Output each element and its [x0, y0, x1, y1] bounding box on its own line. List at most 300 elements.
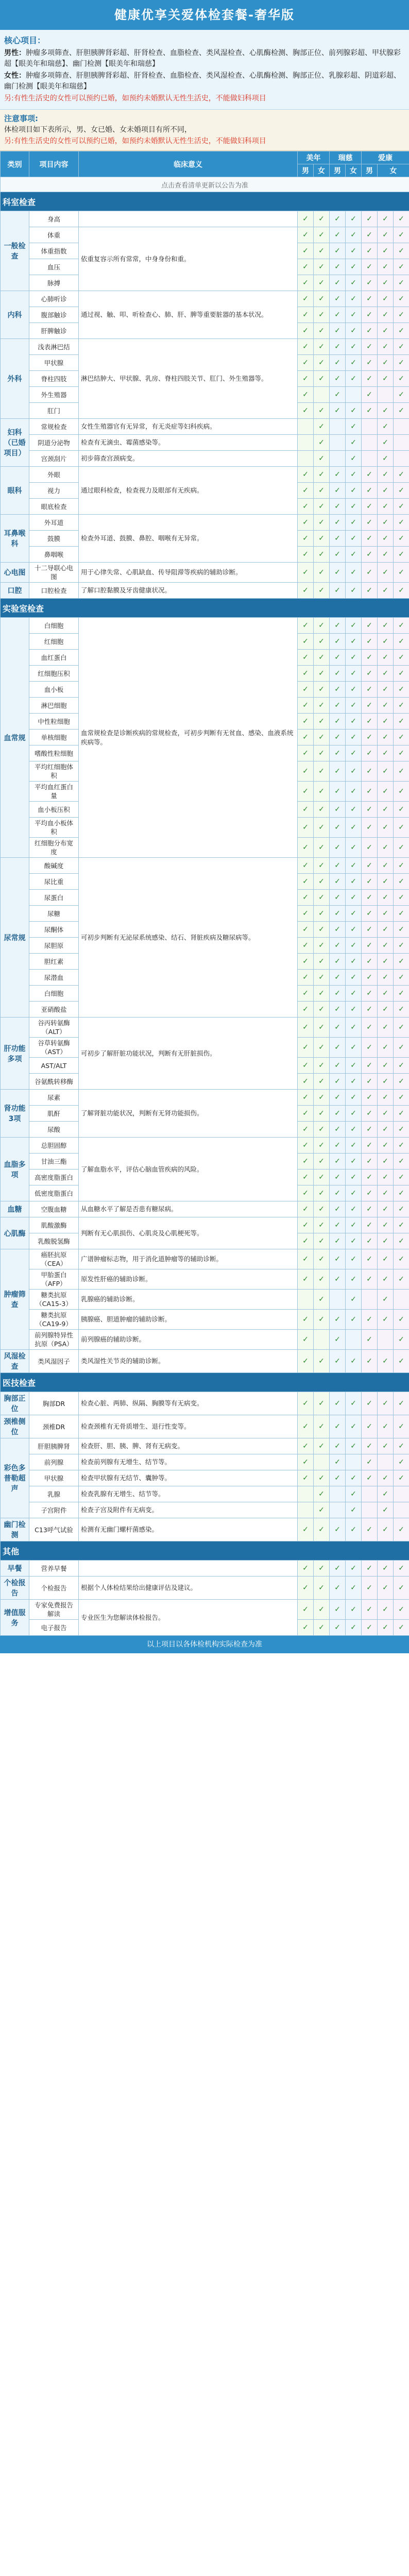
check-icon: ✓	[314, 483, 330, 499]
check-icon: ✓	[330, 618, 346, 634]
check-icon: ✓	[298, 698, 314, 714]
meaning-cell: 了解血脂水平，评估心脑血管疾病的风险。	[79, 1138, 298, 1201]
check-icon: ✓	[362, 745, 378, 761]
check-icon: ✓	[330, 1561, 346, 1577]
check-icon: ✓	[394, 403, 409, 419]
check-icon: ✓	[394, 1002, 409, 1018]
item-cell: 浅表淋巴结	[29, 339, 79, 355]
meaning-cell: 判断有无心肌损伤、心肌炎及心肌梗死等。	[79, 1217, 298, 1249]
category-cell: 血常规	[1, 618, 29, 858]
check-icon: ✓	[314, 435, 330, 451]
check-icon: ✓	[298, 1350, 314, 1373]
check-icon: ✓	[378, 323, 394, 339]
item-cell: 血小板压积	[29, 802, 79, 818]
check-icon: ✓	[378, 1090, 394, 1106]
check-icon: ✓	[362, 618, 378, 634]
check-icon: ✓	[298, 1269, 314, 1290]
check-icon: ✓	[314, 227, 330, 243]
check-icon: ✓	[346, 874, 362, 890]
check-icon: ✓	[362, 339, 378, 355]
check-icon: ✓	[298, 666, 314, 682]
item-cell: 甲胎蛋白（AFP）	[29, 1269, 79, 1290]
check-icon: ✓	[362, 1310, 378, 1330]
check-icon: ✓	[394, 1269, 409, 1290]
empty-cell	[394, 1486, 409, 1502]
check-icon: ✓	[394, 499, 409, 515]
empty-cell	[330, 419, 346, 435]
check-icon: ✓	[346, 1438, 362, 1454]
category-cell: 妇科（已婚项目）	[1, 419, 29, 467]
check-icon: ✓	[394, 355, 409, 371]
check-icon: ✓	[378, 1518, 394, 1541]
check-icon: ✓	[394, 1392, 409, 1415]
check-icon: ✓	[314, 634, 330, 650]
check-icon: ✓	[314, 499, 330, 515]
check-icon: ✓	[394, 1074, 409, 1090]
empty-cell	[394, 419, 409, 435]
notes-line2: 另:有性生活史的女性可以预约已婚，如预约未婚默认无性生活史，不能做妇科项目	[4, 137, 266, 145]
check-icon: ✓	[330, 1038, 346, 1058]
check-icon: ✓	[298, 403, 314, 419]
check-icon: ✓	[298, 1201, 314, 1217]
check-icon: ✓	[362, 698, 378, 714]
check-icon: ✓	[362, 1470, 378, 1486]
empty-cell	[298, 1290, 314, 1310]
check-icon: ✓	[346, 761, 362, 782]
check-icon: ✓	[362, 714, 378, 730]
check-icon: ✓	[346, 1170, 362, 1185]
female-label: 女性：	[4, 72, 26, 80]
check-icon: ✓	[378, 730, 394, 745]
check-icon: ✓	[378, 1038, 394, 1058]
check-icon: ✓	[298, 906, 314, 922]
check-icon: ✓	[378, 634, 394, 650]
check-icon: ✓	[314, 419, 330, 435]
check-icon: ✓	[314, 1201, 330, 1217]
meaning-cell: 从血糖水平了解是否患有糖尿病。	[79, 1201, 298, 1217]
check-icon: ✓	[346, 1154, 362, 1170]
meaning-cell: 检查心脏、两肺、纵隔、胸膜等有无病变。	[79, 1392, 298, 1415]
check-icon: ✓	[314, 1002, 330, 1018]
empty-cell	[362, 1290, 378, 1310]
check-icon: ✓	[346, 451, 362, 467]
category-cell: 个检报告	[1, 1577, 29, 1600]
empty-cell	[394, 435, 409, 451]
check-icon: ✓	[330, 1058, 346, 1074]
check-icon: ✓	[362, 371, 378, 387]
check-icon: ✓	[394, 714, 409, 730]
empty-cell	[298, 1502, 314, 1518]
check-icon: ✓	[362, 275, 378, 291]
section-title: 实验室检查	[1, 599, 409, 618]
check-icon: ✓	[394, 938, 409, 954]
category-cell: 早餐	[1, 1561, 29, 1577]
item-cell: 血红蛋白	[29, 650, 79, 666]
check-icon: ✓	[362, 227, 378, 243]
meaning-cell: 检查乳腺有无增生、结节等。	[79, 1486, 298, 1502]
check-icon: ✓	[394, 1577, 409, 1600]
check-icon: ✓	[298, 1106, 314, 1122]
item-cell: 专家免费报告解读	[29, 1600, 79, 1620]
check-icon: ✓	[314, 922, 330, 938]
check-icon: ✓	[362, 1201, 378, 1217]
check-icon: ✓	[394, 1090, 409, 1106]
check-icon: ✓	[330, 858, 346, 874]
table-row	[1, 451, 409, 467]
table-row	[1, 1454, 409, 1470]
item-cell: 白细胞	[29, 618, 79, 634]
item-cell: 尿素	[29, 1090, 79, 1106]
check-icon: ✓	[330, 403, 346, 419]
check-icon: ✓	[362, 802, 378, 818]
item-cell: 平均红细胞体积	[29, 761, 79, 782]
check-icon: ✓	[362, 634, 378, 650]
category-cell: 耳鼻喉科	[1, 515, 29, 563]
check-icon: ✓	[394, 838, 409, 858]
check-icon: ✓	[346, 227, 362, 243]
check-icon: ✓	[394, 666, 409, 682]
item-cell: 谷氨酰转移酶	[29, 1074, 79, 1090]
table-row	[1, 1290, 409, 1310]
check-icon: ✓	[314, 714, 330, 730]
table-row	[1, 419, 409, 435]
check-icon: ✓	[346, 339, 362, 355]
table-row	[1, 1090, 409, 1106]
placeholder-row[interactable]	[1, 177, 409, 192]
check-icon: ✓	[394, 291, 409, 307]
check-icon: ✓	[346, 782, 362, 802]
check-icon: ✓	[378, 1600, 394, 1620]
check-icon: ✓	[394, 467, 409, 483]
check-icon: ✓	[298, 745, 314, 761]
meaning-cell: 检查前列腺有无增生、结节等。	[79, 1454, 298, 1470]
check-icon: ✓	[330, 355, 346, 371]
check-icon: ✓	[314, 1415, 330, 1438]
check-icon: ✓	[330, 874, 346, 890]
item-cell: 脊柱四肢	[29, 371, 79, 387]
check-icon: ✓	[346, 1392, 362, 1415]
check-icon: ✓	[314, 970, 330, 986]
check-icon: ✓	[362, 259, 378, 275]
check-icon: ✓	[394, 730, 409, 745]
check-icon: ✓	[298, 467, 314, 483]
check-icon: ✓	[394, 371, 409, 387]
category-cell: 幽门检测	[1, 1518, 29, 1541]
check-icon: ✓	[378, 1269, 394, 1290]
check-icon: ✓	[378, 1415, 394, 1438]
list-update-notice[interactable]: 点击查看清单更新以公告为准	[1, 177, 409, 192]
footer-note: 以上项目以各体检机构实际检查为准	[0, 1636, 409, 1653]
check-icon: ✓	[330, 1415, 346, 1438]
check-icon: ✓	[394, 818, 409, 838]
check-icon: ✓	[314, 730, 330, 745]
check-icon: ✓	[394, 307, 409, 323]
section-title: 其他	[1, 1541, 409, 1561]
check-icon: ✓	[298, 838, 314, 858]
category-cell: 心电图	[1, 563, 29, 583]
check-icon: ✓	[330, 1154, 346, 1170]
empty-cell	[362, 1502, 378, 1518]
check-icon: ✓	[378, 583, 394, 599]
table-row	[1, 515, 409, 531]
notes-line1: 体检项目如下表所示，男、女已婚、女未婚项目有所不同，	[4, 126, 192, 134]
category-cell: 肿瘤筛查	[1, 1249, 29, 1350]
check-icon: ✓	[298, 922, 314, 938]
check-icon: ✓	[314, 782, 330, 802]
check-icon: ✓	[314, 1350, 330, 1373]
section-header-row	[1, 1373, 409, 1392]
section-title: 科室检查	[1, 192, 409, 211]
check-icon: ✓	[378, 922, 394, 938]
check-icon: ✓	[298, 682, 314, 698]
check-icon: ✓	[346, 1415, 362, 1438]
table-row	[1, 1310, 409, 1330]
check-icon: ✓	[314, 371, 330, 387]
item-cell: 肝脾触诊	[29, 323, 79, 339]
sub-male: 男	[330, 164, 346, 177]
check-icon: ✓	[314, 986, 330, 1002]
meaning-cell: 可初步了解肝脏功能状况，判断有无肝脏损伤。	[79, 1018, 298, 1090]
check-icon: ✓	[330, 650, 346, 666]
check-icon: ✓	[298, 1518, 314, 1541]
table-row	[1, 1486, 409, 1502]
empty-cell	[362, 435, 378, 451]
section-header-row	[1, 599, 409, 618]
meaning-cell: 检查外耳道、鼓膜、鼻腔、咽喉有无异常。	[79, 515, 298, 563]
section-header-row	[1, 1541, 409, 1561]
check-icon: ✓	[394, 1415, 409, 1438]
item-cell: 尿糖	[29, 906, 79, 922]
header-category: 类别	[1, 151, 29, 177]
check-icon: ✓	[314, 531, 330, 547]
check-icon: ✓	[362, 1217, 378, 1233]
check-icon: ✓	[346, 563, 362, 583]
table-row	[1, 227, 409, 243]
check-icon: ✓	[362, 1438, 378, 1454]
check-icon: ✓	[394, 259, 409, 275]
check-icon: ✓	[378, 419, 394, 435]
notes-panel	[0, 110, 409, 151]
check-icon: ✓	[362, 1350, 378, 1373]
check-icon: ✓	[362, 874, 378, 890]
check-icon: ✓	[378, 243, 394, 259]
check-icon: ✓	[298, 387, 314, 403]
check-icon: ✓	[298, 339, 314, 355]
check-icon: ✓	[362, 563, 378, 583]
meaning-cell: 根据个人体检结果给出健康评估及建议。	[79, 1577, 298, 1600]
category-cell: 彩色多普勒超声	[1, 1438, 29, 1518]
check-icon: ✓	[298, 563, 314, 583]
check-icon: ✓	[378, 403, 394, 419]
empty-cell	[378, 1454, 394, 1470]
check-icon: ✓	[314, 243, 330, 259]
check-icon: ✓	[394, 515, 409, 531]
table-row	[1, 1600, 409, 1620]
empty-cell	[314, 1454, 330, 1470]
check-icon: ✓	[394, 1249, 409, 1269]
check-icon: ✓	[394, 858, 409, 874]
check-icon: ✓	[314, 451, 330, 467]
check-icon: ✓	[314, 745, 330, 761]
check-icon: ✓	[394, 211, 409, 227]
check-icon: ✓	[378, 858, 394, 874]
check-icon: ✓	[314, 666, 330, 682]
check-icon: ✓	[314, 618, 330, 634]
check-icon: ✓	[314, 1518, 330, 1541]
check-icon: ✓	[394, 1185, 409, 1201]
check-icon: ✓	[346, 211, 362, 227]
check-icon: ✓	[298, 291, 314, 307]
item-cell: 十二导联心电图	[29, 563, 79, 583]
check-icon: ✓	[378, 467, 394, 483]
check-icon: ✓	[394, 618, 409, 634]
check-icon: ✓	[378, 1018, 394, 1038]
check-icon: ✓	[362, 403, 378, 419]
empty-cell	[362, 1486, 378, 1502]
check-icon: ✓	[362, 682, 378, 698]
check-icon: ✓	[362, 515, 378, 531]
check-icon: ✓	[362, 730, 378, 745]
item-cell: 常规检查	[29, 419, 79, 435]
check-icon: ✓	[394, 483, 409, 499]
empty-cell	[298, 435, 314, 451]
check-icon: ✓	[378, 1502, 394, 1518]
check-icon: ✓	[330, 483, 346, 499]
check-icon: ✓	[330, 1233, 346, 1249]
check-icon: ✓	[362, 922, 378, 938]
check-icon: ✓	[346, 970, 362, 986]
category-cell: 血脂多项	[1, 1138, 29, 1201]
empty-cell	[330, 1486, 346, 1502]
check-icon: ✓	[346, 547, 362, 563]
check-icon: ✓	[298, 1002, 314, 1018]
check-icon: ✓	[330, 890, 346, 906]
check-icon: ✓	[314, 954, 330, 970]
check-icon: ✓	[378, 906, 394, 922]
check-icon: ✓	[378, 451, 394, 467]
check-icon: ✓	[378, 1002, 394, 1018]
check-icon: ✓	[394, 1310, 409, 1330]
check-icon: ✓	[330, 1249, 346, 1269]
check-icon: ✓	[314, 1561, 330, 1577]
check-icon: ✓	[394, 782, 409, 802]
check-icon: ✓	[346, 1290, 362, 1310]
check-icon: ✓	[298, 858, 314, 874]
check-icon: ✓	[362, 938, 378, 954]
meaning-cell: 检查有无滴虫、霉菌感染等。	[79, 435, 298, 451]
check-icon: ✓	[362, 1090, 378, 1106]
check-icon: ✓	[394, 682, 409, 698]
check-icon: ✓	[346, 1106, 362, 1122]
check-icon: ✓	[362, 954, 378, 970]
check-icon: ✓	[378, 1486, 394, 1502]
check-icon: ✓	[298, 515, 314, 531]
item-cell: 子宫附件	[29, 1502, 79, 1518]
check-icon: ✓	[346, 403, 362, 419]
check-icon: ✓	[330, 1330, 346, 1350]
check-icon: ✓	[378, 1249, 394, 1269]
check-icon: ✓	[298, 1038, 314, 1058]
check-icon: ✓	[314, 1170, 330, 1185]
check-icon: ✓	[330, 227, 346, 243]
check-icon: ✓	[298, 1090, 314, 1106]
check-icon: ✓	[314, 355, 330, 371]
item-cell: 谷草转氨酶（AST）	[29, 1038, 79, 1058]
item-cell: 外眼	[29, 467, 79, 483]
check-icon: ✓	[378, 563, 394, 583]
table-row	[1, 618, 409, 634]
check-icon: ✓	[298, 323, 314, 339]
check-icon: ✓	[394, 1201, 409, 1217]
check-icon: ✓	[378, 745, 394, 761]
item-cell: 个检报告	[29, 1577, 79, 1600]
table-row	[1, 1470, 409, 1486]
check-icon: ✓	[362, 499, 378, 515]
empty-cell	[346, 387, 362, 403]
check-icon: ✓	[346, 1074, 362, 1090]
check-icon: ✓	[394, 1330, 409, 1350]
male-text: 肿瘤多项筛查、肝胆胰脾肾彩超、肝肾检查、血脂检查、类风湿检查、心肌酶检测、胸部正位、前列腺彩超、甲状腺彩超【眼美年和瑞慈】、幽门检测【眼美年和瑞慈】	[4, 49, 401, 68]
check-icon: ✓	[394, 1038, 409, 1058]
check-icon: ✓	[298, 371, 314, 387]
check-icon: ✓	[378, 339, 394, 355]
category-cell: 眼科	[1, 467, 29, 515]
meaning-cell: 淋巴结肿大、甲状腺、乳房、脊柱四肢关节、肛门、外生殖器等。	[79, 339, 298, 419]
check-icon: ✓	[362, 1185, 378, 1201]
check-icon: ✓	[378, 291, 394, 307]
check-icon: ✓	[346, 1470, 362, 1486]
category-cell: 血糖	[1, 1201, 29, 1217]
header-meaning: 临床意义	[79, 151, 298, 177]
check-icon: ✓	[362, 666, 378, 682]
table-row	[1, 1561, 409, 1577]
check-icon: ✓	[346, 291, 362, 307]
check-icon: ✓	[346, 1018, 362, 1038]
check-icon: ✓	[346, 499, 362, 515]
check-icon: ✓	[330, 1018, 346, 1038]
empty-cell	[314, 1330, 330, 1350]
check-icon: ✓	[314, 906, 330, 922]
check-icon: ✓	[330, 211, 346, 227]
item-cell: 脉搏	[29, 275, 79, 291]
check-icon: ✓	[394, 275, 409, 291]
check-icon: ✓	[394, 1154, 409, 1170]
check-icon: ✓	[314, 1217, 330, 1233]
check-icon: ✓	[314, 838, 330, 858]
check-icon: ✓	[314, 682, 330, 698]
check-icon: ✓	[298, 583, 314, 599]
check-icon: ✓	[330, 1090, 346, 1106]
check-icon: ✓	[346, 243, 362, 259]
check-icon: ✓	[362, 323, 378, 339]
item-cell: 外生殖器	[29, 387, 79, 403]
item-cell: 红细胞分布宽度	[29, 838, 79, 858]
check-icon: ✓	[314, 307, 330, 323]
empty-cell	[378, 387, 394, 403]
check-icon: ✓	[362, 1074, 378, 1090]
check-icon: ✓	[394, 1170, 409, 1185]
check-icon: ✓	[362, 1154, 378, 1170]
check-icon: ✓	[330, 547, 346, 563]
check-icon: ✓	[394, 339, 409, 355]
check-icon: ✓	[346, 666, 362, 682]
check-icon: ✓	[330, 1392, 346, 1415]
check-icon: ✓	[362, 1002, 378, 1018]
check-icon: ✓	[394, 1018, 409, 1038]
check-icon: ✓	[298, 1392, 314, 1415]
item-cell: 血小板	[29, 682, 79, 698]
meaning-cell: 胰腺癌、胆道肿瘤的辅助诊断。	[79, 1310, 298, 1330]
